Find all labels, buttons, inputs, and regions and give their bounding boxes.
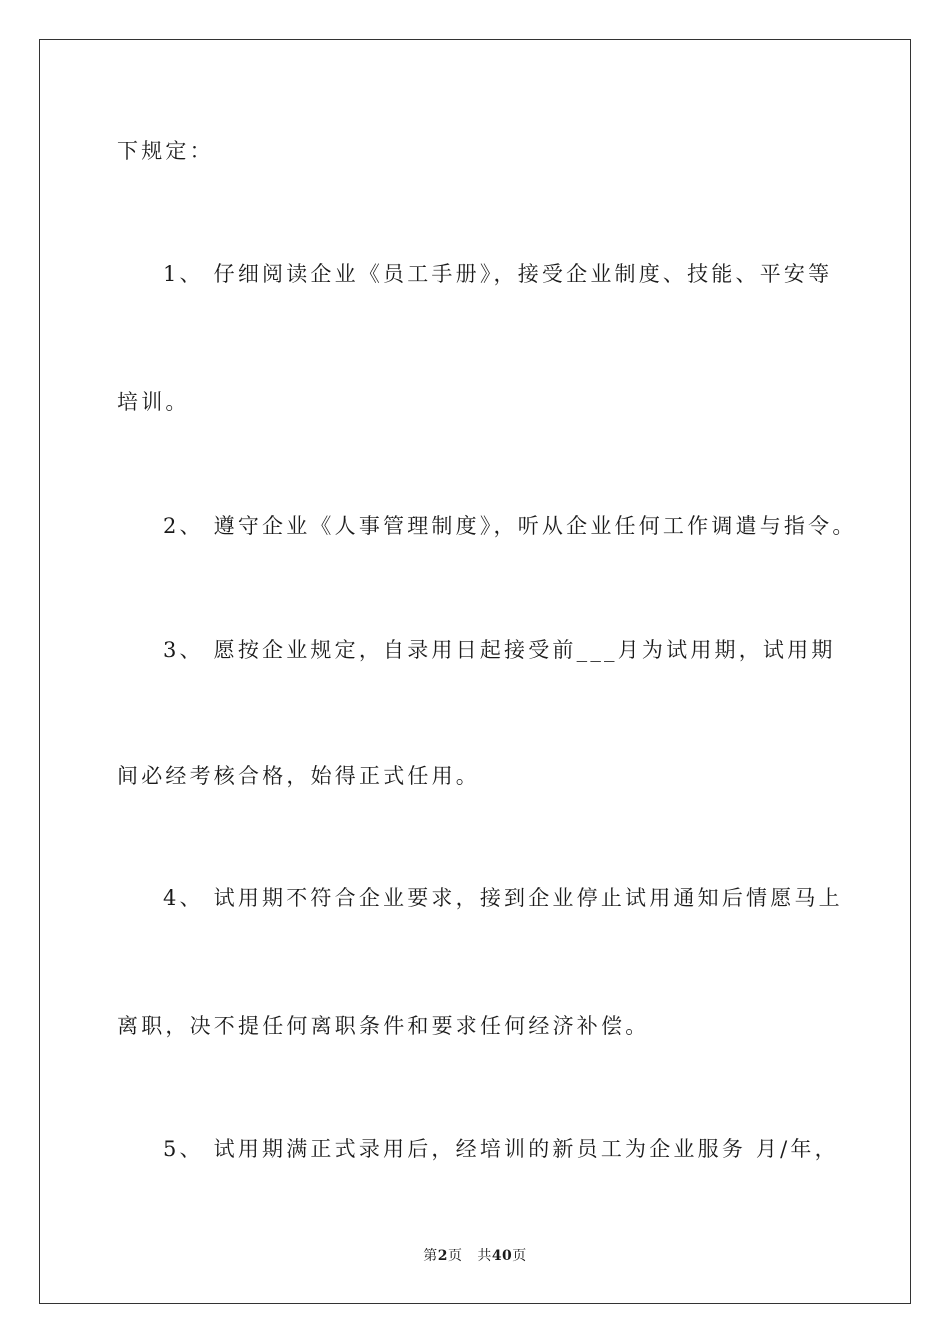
footer-page-prefix: 第 bbox=[423, 1248, 438, 1264]
page-border bbox=[39, 39, 911, 1304]
text-line-6: 间必经考核合格，始得正式任用。 bbox=[117, 764, 480, 788]
text-line-2: 1、 仔细阅读企业《员工手册》，接受企业制度、技能、平安等 bbox=[163, 262, 833, 286]
page-footer bbox=[0, 1249, 950, 1263]
footer-total-suffix: 页 bbox=[512, 1248, 527, 1264]
text-line-5: 3、 愿按企业规定，自录用日起接受前___月为试用期，试用期 bbox=[163, 638, 836, 662]
text-line-7: 4、 试用期不符合企业要求，接到企业停止试用通知后情愿马上 bbox=[163, 886, 843, 910]
footer-page-suffix: 页 bbox=[447, 1248, 463, 1264]
text-line-1: 下规定： bbox=[117, 139, 214, 163]
text-line-3: 培训。 bbox=[117, 390, 190, 414]
footer-total-prefix: 共 bbox=[477, 1248, 492, 1264]
footer-page-number: 2 bbox=[437, 1248, 448, 1264]
footer-total-pages: 40 bbox=[491, 1248, 513, 1264]
text-line-9: 5、 试用期满正式录用后，经培训的新员工为企业服务 月/年， bbox=[163, 1137, 839, 1161]
text-line-8: 离职，决不提任何离职条件和要求任何经济补偿。 bbox=[117, 1014, 650, 1038]
text-line-4: 2、 遵守企业《人事管理制度》，听从企业任何工作调遣与指令。 bbox=[163, 514, 857, 538]
